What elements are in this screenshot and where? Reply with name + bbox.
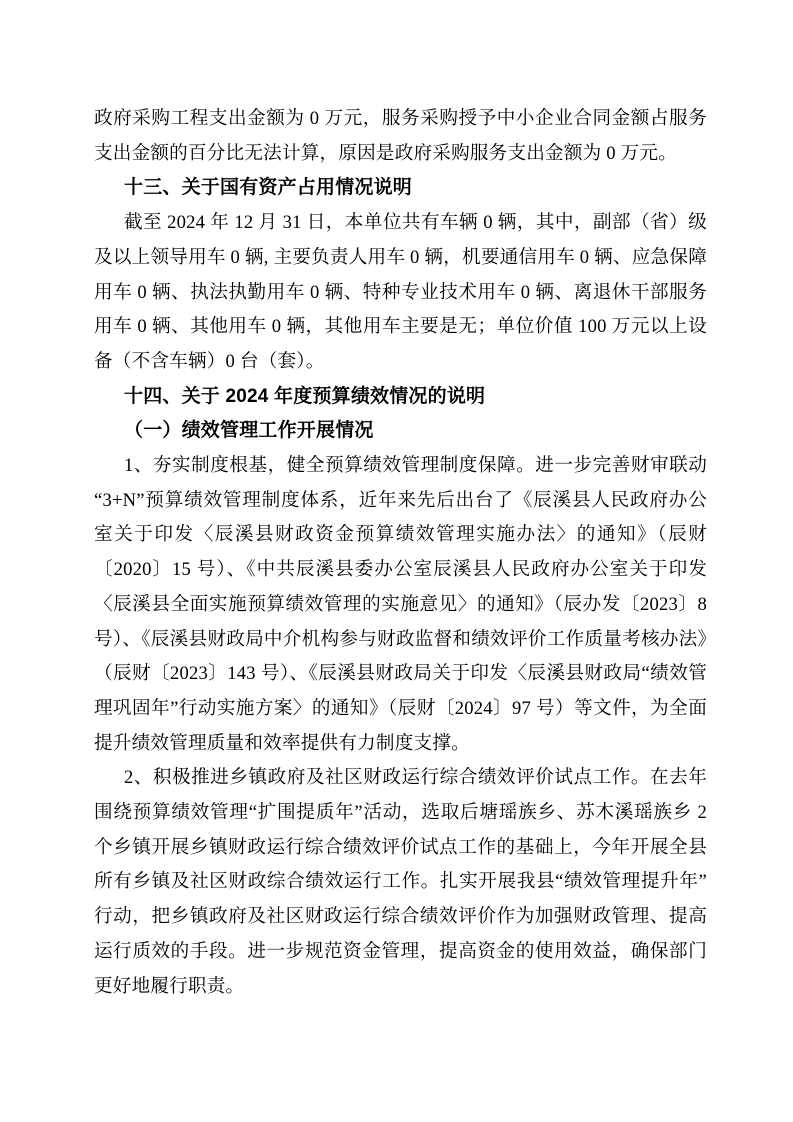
section-heading-13-state-assets: 十三、关于国有资产占用情况说明 [124, 177, 413, 199]
subsection-heading-performance-management: （一）绩效管理工作开展情况 [124, 420, 374, 442]
paragraph-performance-item-1: 1、夯实制度根基，健全预算绩效管理制度保障。进一步完善财审联动“3+N”预算绩效管理制度体系，近年来先后出台了《辰溪县人民政府办公室关于印发〈辰溪县财政资金预算绩效管理实施办法〉的通知》（辰财〔2020〕15 号）、《中共辰溪县委办公室辰溪县人民政府办公室关于印发〈辰溪县全面实施预算绩效管理的实施意见〉的通知》（辰办发〔2023〕8 号）、《辰溪县财政局中介机构参与财政监督和绩效评价工作质量考核办法》（辰财〔2023〕143 号）、《辰溪县财政局关于印发〈辰溪县财政局“绩效管理巩固年”行动实施方案〉的通知》（辰财〔2024〕97 号）等文件，为全面提升绩效管理质量和效率提供有力制度支撑。 [94, 455, 707, 754]
paragraph-performance-item-2: 2、积极推进乡镇政府及社区财政运行综合绩效评价试点工作。在去年围绕预算绩效管理“扩围提质年”活动，选取后塘瑶族乡、苏木溪瑶族乡 2 个乡镇开展乡镇财政运行综合绩效评价试点工作的基础上，今年开展全县所有乡镇及社区财政综合绩效运行工作。扎实开展我县“绩效管理提升年”行动，把乡镇政府及社区财政运行综合绩效评价作为加强财政管理、提高运行质效的手段。进一步规范资金管理，提高资金的使用效益，确保部门更好地履行职责。 [94, 767, 707, 997]
section-heading-14-budget-performance: 十四、关于 2024 年度预算绩效情况的说明 [124, 385, 486, 407]
paragraph-state-assets-detail: 截至 2024 年 12 月 31 日，本单位共有车辆 0 辆，其中，副部（省）级及以上领导用车 0 辆, 主要负责人用车 0 辆，机要通信用车 0 辆、应急保障用车 0 辆、执法执勤用车 0 辆、特种专业技术用车 0 辆、离退休干部服务用车 0 辆、其他用车 0 辆，其他用车主要是无；单位价值 100 万元以上设备（不含车辆）0 台（套）。 [94, 212, 707, 372]
paragraph-procurement-continuation: 政府采购工程支出金额为 0 万元，服务采购授予中小企业合同金额占服务支出金额的百分比无法计算，原因是政府采购服务支出金额为 0 万元。 [94, 108, 707, 164]
document-page [94, 102, 707, 1004]
